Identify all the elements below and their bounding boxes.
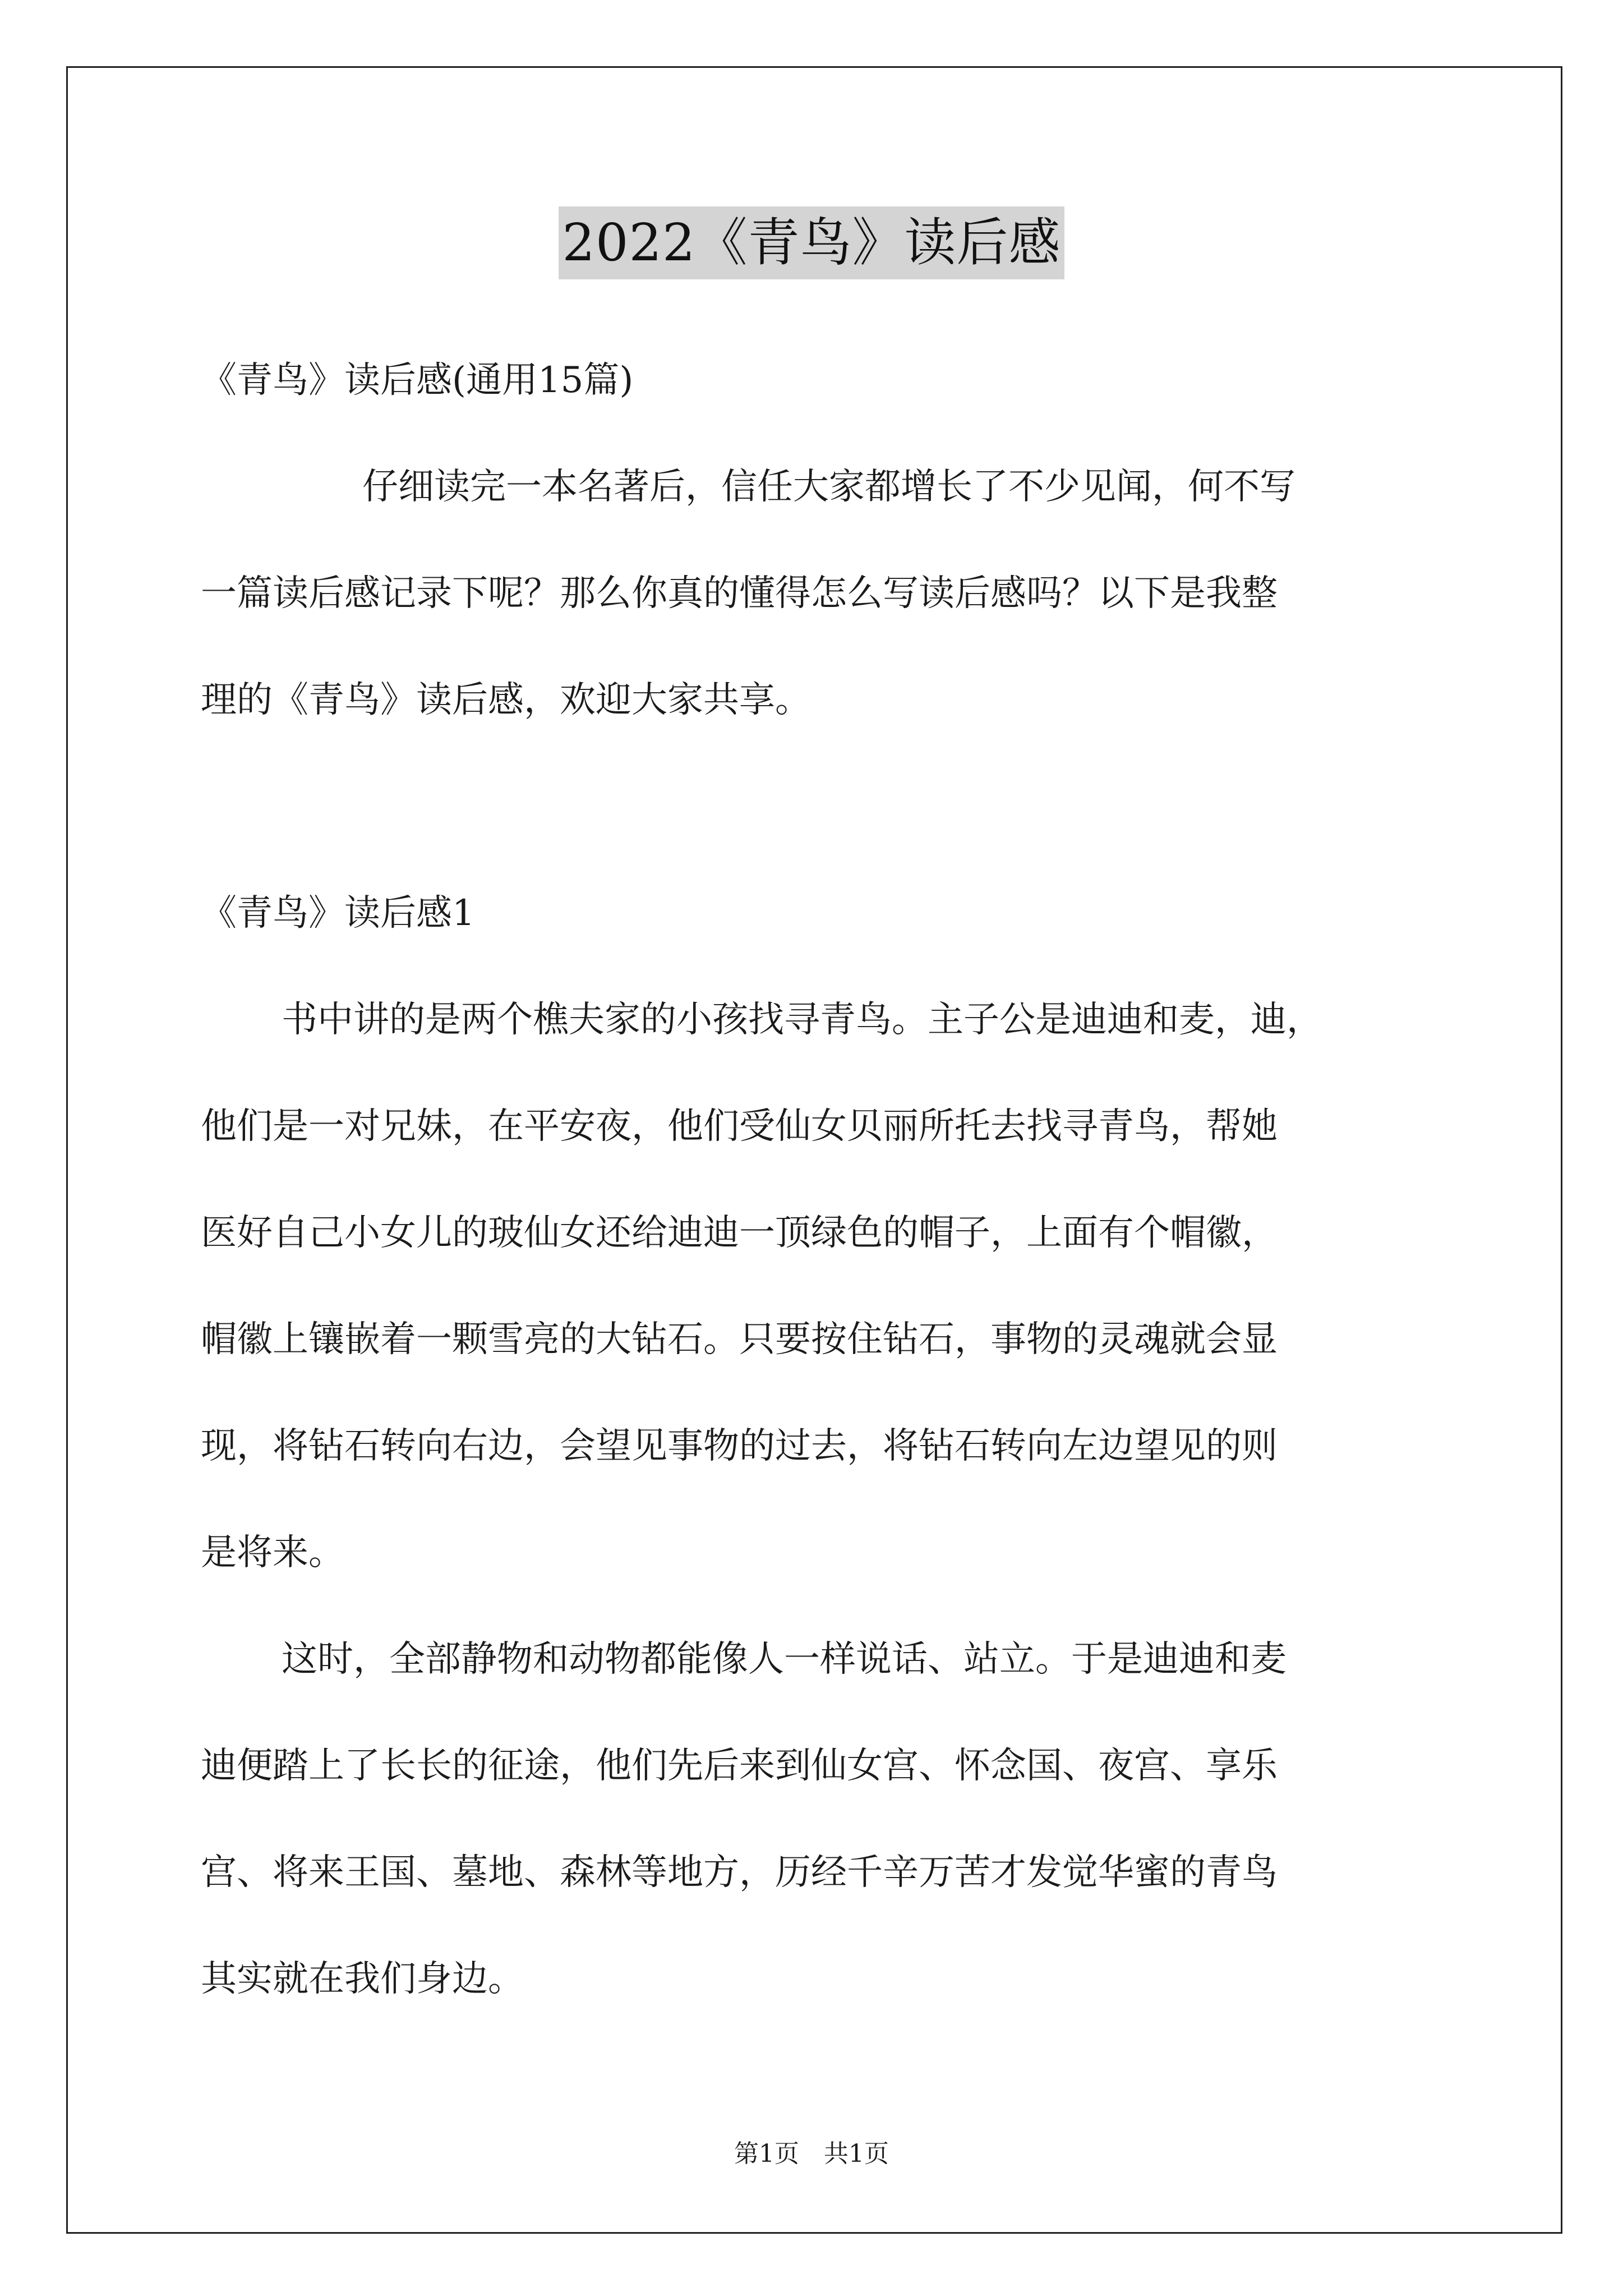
paragraph2-line-4: 其实就在我们身边。 xyxy=(201,1958,524,2000)
paragraph2-line-1: 这时，全部静物和动物都能像人一样说话、站立。于是迪迪和麦 xyxy=(282,1639,1287,1680)
paragraph1-line-2: 他们是一对兄妹，在平安夜，他们受仙女贝丽所托去找寻青鸟，帮她 xyxy=(201,1106,1278,1147)
paragraph1-line-4: 帽徽上镶嵌着一颗雪亮的大钻石。只要按住钻石，事物的灵魂就会显 xyxy=(201,1319,1278,1360)
intro-line-3: 理的《青鸟》读后感，欢迎大家共享。 xyxy=(201,679,811,721)
document-title: 2022《青鸟》读后感 xyxy=(559,206,1064,279)
paragraph1-line-6: 是将来。 xyxy=(201,1532,344,1573)
paragraph1-line-5: 现，将钻石转向右边，会望见事物的过去，将钻石转向左边望见的则 xyxy=(201,1425,1278,1467)
intro-line-1: 仔细读完一本名著后，信任大家都增长了不少见闻，何不写 xyxy=(362,466,1295,508)
intro-line-2: 一篇读后感记录下呢？那么你真的懂得怎么写读后感吗？以下是我整 xyxy=(201,573,1278,614)
document-subtitle: 《青鸟》读后感(通用15篇) xyxy=(201,360,634,401)
section-heading: 《青鸟》读后感1 xyxy=(201,892,475,934)
paragraph1-line-3: 医好自己小女儿的玻仙女还给迪迪一顶绿色的帽子，上面有个帽徽， xyxy=(201,1212,1278,1254)
paragraph1-line-1: 书中讲的是两个樵夫家的小孩找寻青鸟。主子公是迪迪和麦，迪， xyxy=(282,999,1322,1041)
paragraph2-line-3: 宫、将来王国、墓地、森林等地方，历经千辛万苦才发觉华蜜的青鸟 xyxy=(201,1852,1278,1893)
title-container xyxy=(0,206,1623,279)
paragraph2-line-2: 迪便踏上了长长的征途，他们先后来到仙女宫、怀念国、夜宫、享乐 xyxy=(201,1745,1278,1787)
page-number-footer: 第1页 共1页 xyxy=(734,2139,889,2168)
